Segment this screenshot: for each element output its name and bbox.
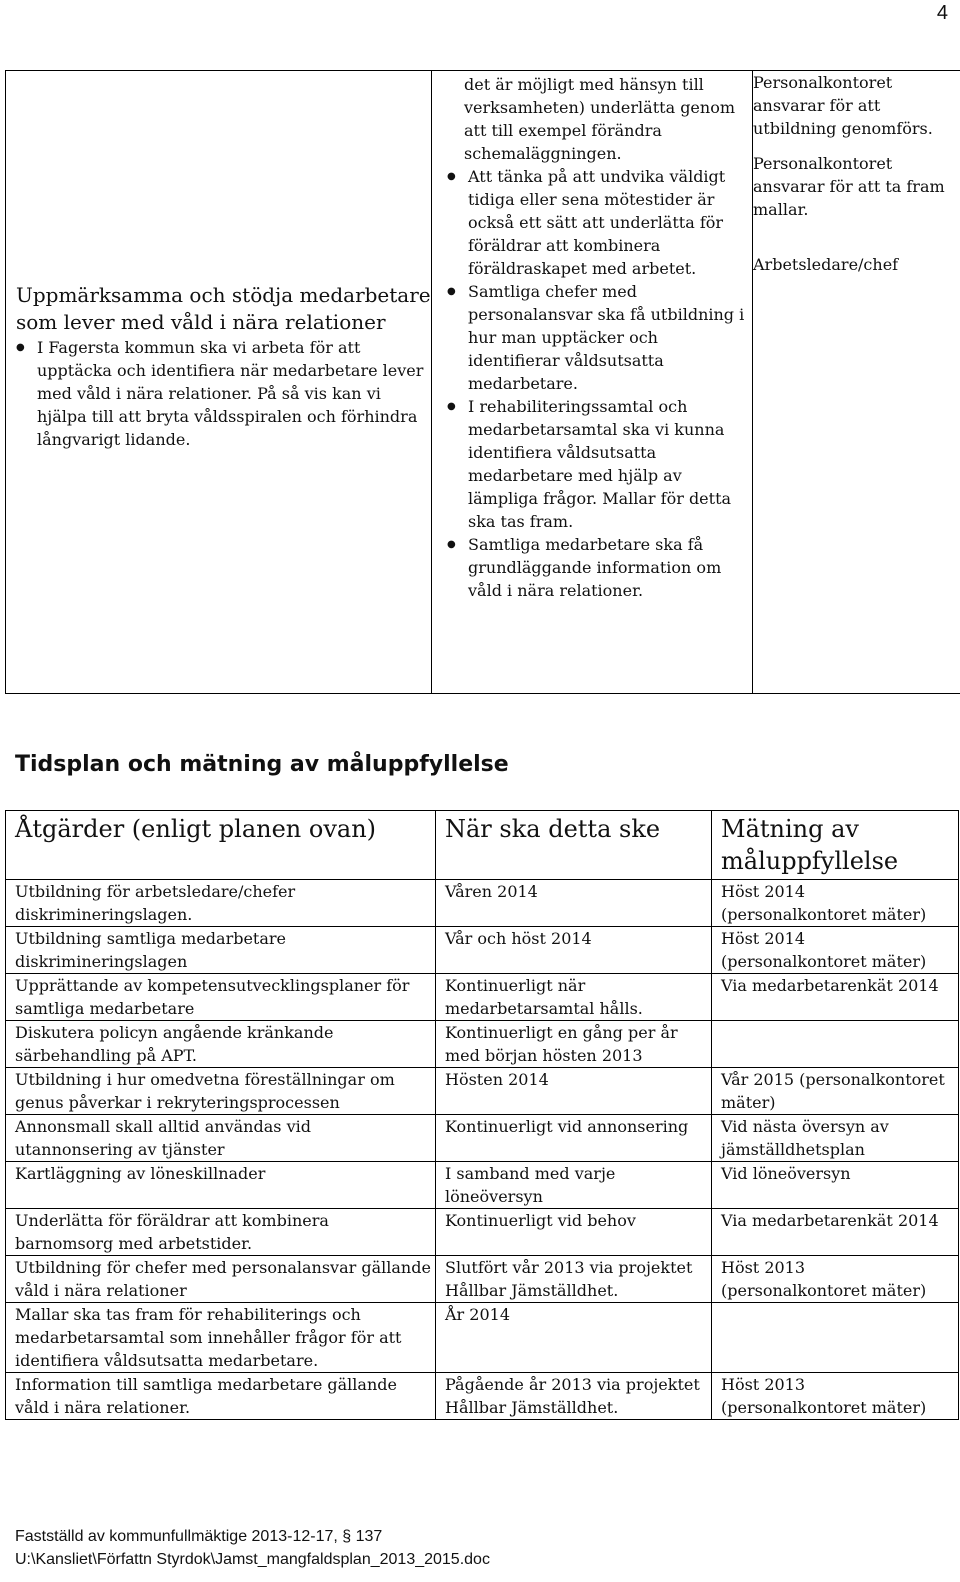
schedule-table [5, 810, 959, 1420]
table-row [6, 1115, 959, 1162]
measures-list-a [432, 165, 752, 280]
table-cell: Pågående år 2013 via projektet Hållbar Jämställdhet. [436, 1373, 712, 1420]
responsibility-text: Personalkontoret ansvarar för att ta fram mallar. [753, 154, 945, 219]
table-row [6, 1256, 959, 1303]
responsibility-column [753, 71, 960, 694]
table-cell: Kartläggning av löneskillnader [6, 1162, 436, 1209]
table-cell: Utbildning för chefer med personalansvar gällande våld i nära relationer [6, 1256, 436, 1303]
table-cell: Underlätta för föräldrar att kombinera barnomsorg med arbetstider. [6, 1209, 436, 1256]
goal-bullet-list [6, 336, 431, 451]
footer-file-path: U:\Kansliet\Författn Styrdok\Jamst_mangfaldsplan_2013_2015.doc [15, 1551, 490, 1568]
table-cell: Vid löneöversyn [712, 1162, 959, 1209]
measures-column [432, 71, 753, 694]
table-row [6, 880, 959, 927]
measure-bullet: ● Samtliga chefer med personalansvar ska få utbildning i hur man upptäcker och identifierar våldsutsatta medarbetare. [437, 280, 752, 395]
table-row [6, 1162, 959, 1209]
table-cell: Slutfört vår 2013 via projektet Hållbar Jämställdhet. [436, 1256, 712, 1303]
table-cell: Via medarbetarenkät 2014 [712, 1209, 959, 1256]
column-header: Åtgärder (enligt planen ovan) [6, 811, 436, 880]
table-row [6, 1373, 959, 1420]
column-header: När ska detta ske [436, 811, 712, 880]
table-cell: Höst 2013 (personalkontoret mäter) [712, 1256, 959, 1303]
footer [15, 1525, 490, 1571]
table-cell: Via medarbetarenkät 2014 [712, 974, 959, 1021]
measures-continuation: det är möjligt med hänsyn till verksamheten) underlätta genom att till exempel förändra schemaläggningen. [464, 75, 736, 163]
table-cell: Vår 2015 (personalkontoret mäter) [712, 1068, 959, 1115]
page-number: 4 [936, 2, 948, 24]
table-cell [712, 1021, 959, 1068]
goal-table [5, 70, 960, 694]
table-cell: Information till samtliga medarbetare gällande våld i nära relationer. [6, 1373, 436, 1420]
table-cell: År 2014 [436, 1303, 712, 1373]
table-row [6, 1303, 959, 1373]
table-cell: Vår och höst 2014 [436, 927, 712, 974]
table-cell: Kontinuerligt vid behov [436, 1209, 712, 1256]
table-cell: Kontinuerligt en gång per år med början hösten 2013 [436, 1021, 712, 1068]
table-cell: Upprättande av kompetensutvecklingsplaner för samtliga medarbetare [6, 974, 436, 1021]
responsibility-text: Arbetsledare/chef [753, 255, 899, 274]
table-cell: Utbildning för arbetsledare/chefer diskrimineringslagen. [6, 880, 436, 927]
section-heading: Tidsplan och mätning av måluppfyllelse [15, 752, 509, 777]
table-cell: Utbildning samtliga medarbetare diskrimineringslagen [6, 927, 436, 974]
table-cell: Hösten 2014 [436, 1068, 712, 1115]
table-row [6, 1068, 959, 1115]
table-cell: Höst 2014 (personalkontoret mäter) [712, 927, 959, 974]
measures-list-b [432, 280, 752, 602]
table-row [6, 927, 959, 974]
table-cell: I samband med varje löneöversyn [436, 1162, 712, 1209]
column-header: Mätning av måluppfyllelse [712, 811, 959, 880]
table-row [6, 974, 959, 1021]
goal-bullet: ● I Fagersta kommun ska vi arbeta för att upptäcka och identifiera när medarbetare lever med våld i nära relationer. På så vis kan vi hjälpa till att bryta våldsspiralen och förhindra långvarigt lidande. [6, 336, 431, 451]
table-cell: Kontinuerligt vid annonsering [436, 1115, 712, 1162]
goal-column [6, 71, 432, 694]
table-row [6, 1021, 959, 1068]
table-cell: Våren 2014 [436, 880, 712, 927]
table-row [6, 1209, 959, 1256]
footer-adoption-note: Fastställd av kommunfullmäktige 2013-12-17, § 137 [15, 1528, 383, 1545]
table-cell: Höst 2014 (personalkontoret mäter) [712, 880, 959, 927]
schedule-header-row [6, 811, 959, 880]
table-cell [712, 1303, 959, 1373]
measure-bullet: ● Att tänka på att undvika väldigt tidiga eller sena mötestider är också ett sätt att underlätta för föräldrar att kombinera föräldraskapet med arbetet. [437, 165, 752, 280]
table-cell: Diskutera policyn angående kränkande särbehandling på APT. [6, 1021, 436, 1068]
table-cell: Annonsmall skall alltid användas vid utannonsering av tjänster [6, 1115, 436, 1162]
responsibility-text: Personalkontoret ansvarar för att utbildning genomförs. [753, 73, 933, 138]
table-cell: Kontinuerligt när medarbetarsamtal hålls. [436, 974, 712, 1021]
table-cell: Mallar ska tas fram för rehabiliterings och medarbetarsamtal som innehåller frågor för att identifiera våldsutsatta medarbetare. [6, 1303, 436, 1373]
goal-title: Uppmärksamma och stödja medarbetare som lever med våld i nära relationer [16, 283, 431, 334]
measure-bullet: ● I rehabiliteringssamtal och medarbetarsamtal ska vi kunna identifiera våldsutsatta medarbetare med hjälp av lämpliga frågor. Mallar för detta ska tas fram. [437, 395, 752, 533]
measure-bullet: ● Samtliga medarbetare ska få grundläggande information om våld i nära relationer. [437, 533, 752, 602]
table-cell: Utbildning i hur omedvetna föreställningar om genus påverkar i rekryteringsprocessen [6, 1068, 436, 1115]
table-cell: Vid nästa översyn av jämställdhetsplan [712, 1115, 959, 1162]
table-cell: Höst 2013 (personalkontoret mäter) [712, 1373, 959, 1420]
